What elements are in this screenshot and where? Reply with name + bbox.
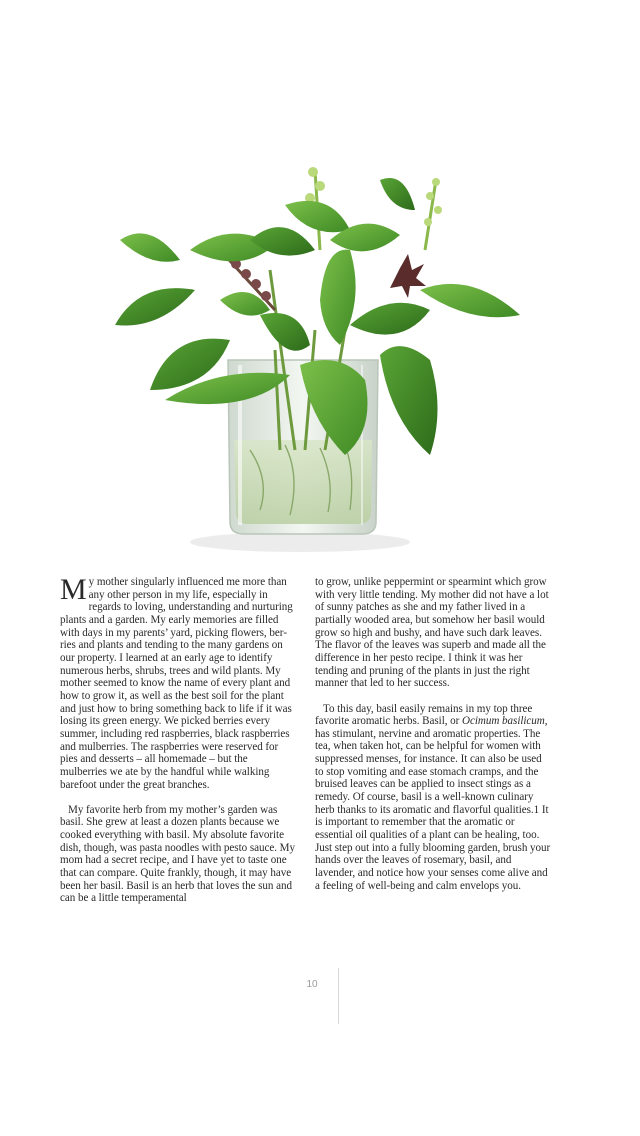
paragraph-4-text-start: To this day, basil easily remains in my top three favorite aromatic herbs. Basil, or bbox=[315, 702, 533, 728]
paragraph-4 bbox=[315, 703, 551, 893]
page-number: 10 bbox=[306, 979, 318, 990]
paragraph-3: to grow, unlike peppermint or spearmint which grow with very little tending. My mother did not have a lot of sunny patches as she and my father lived in a partially wooded area, but somehow her basil would grow so high and bushy, and have such dark leaves. The flavor of the leaves was superb and made all the difference in her pesto recipe. I think it was her tending and pruning of the plants in just the right manner that led to her success. bbox=[315, 576, 549, 690]
article-right-column bbox=[315, 576, 551, 892]
page-divider bbox=[338, 968, 339, 1024]
latin-name: Ocimum basilicum bbox=[462, 715, 545, 728]
paragraph-4-text-end: , has stimulant, nervine and aromatic properties. The tea, when taken hot, can be helpful for women with suppressed menses, for instance. It can also be used to stop vomiting and ease stomach cramps, and the bruised leaves can be applied to insect stings as a remedy. Of course, basil is a well-known culinary herb thanks to its aromatic and flavorful qualities.1 It is important to remember that the aromatic or essential oil qualities of a plant can be healing, too. Just step out into a fully blooming garden, brush your hands over the leaves of rosemary, basil, and lavender, and notice how your senses come alive and a feeling of well-being and calm envelops you. bbox=[315, 715, 551, 892]
paragraph-2: My favorite herb from my mother’s garden was basil. She grew at least a dozen plants because we cooked everything with basil. My absolute favorite dish, though, was pasta noodles with pesto sauce. My mom had a secret recipe, and I have yet to taste one that can compare. Quite frankly, though, it may have been her basil. Basil is an herb that loves the sun and can be a little temperamental bbox=[60, 803, 295, 905]
paragraph-1 bbox=[60, 573, 296, 791]
basil-vase-photo bbox=[100, 150, 540, 560]
drop-cap: M bbox=[60, 573, 87, 606]
basil-leaves bbox=[115, 178, 520, 455]
article-left-column bbox=[60, 573, 296, 905]
paragraph-1-text: y mother singularly influenced me more than any other person in my life, especially in regards to loving, understanding and nurturing plants and a garden. My early memories are filled with days in my parents’ yard, picking flowers, berries and plants and tending to the many gardens on our property. I learned at an early age to identify numerous herbs, shrubs, trees and wild plants. My mother seemed to know the name of every plant and how to grow it, as well as the best soil for the plant and just how to bring something back to life if it was losing its green energy. We picked berries every summer, including red raspberries, black raspberries and mulberries. The raspberries were reserved for pies and desserts – all homemade – but the mulberries we ate by the handful while walking barefoot under the great branches. bbox=[60, 576, 293, 791]
